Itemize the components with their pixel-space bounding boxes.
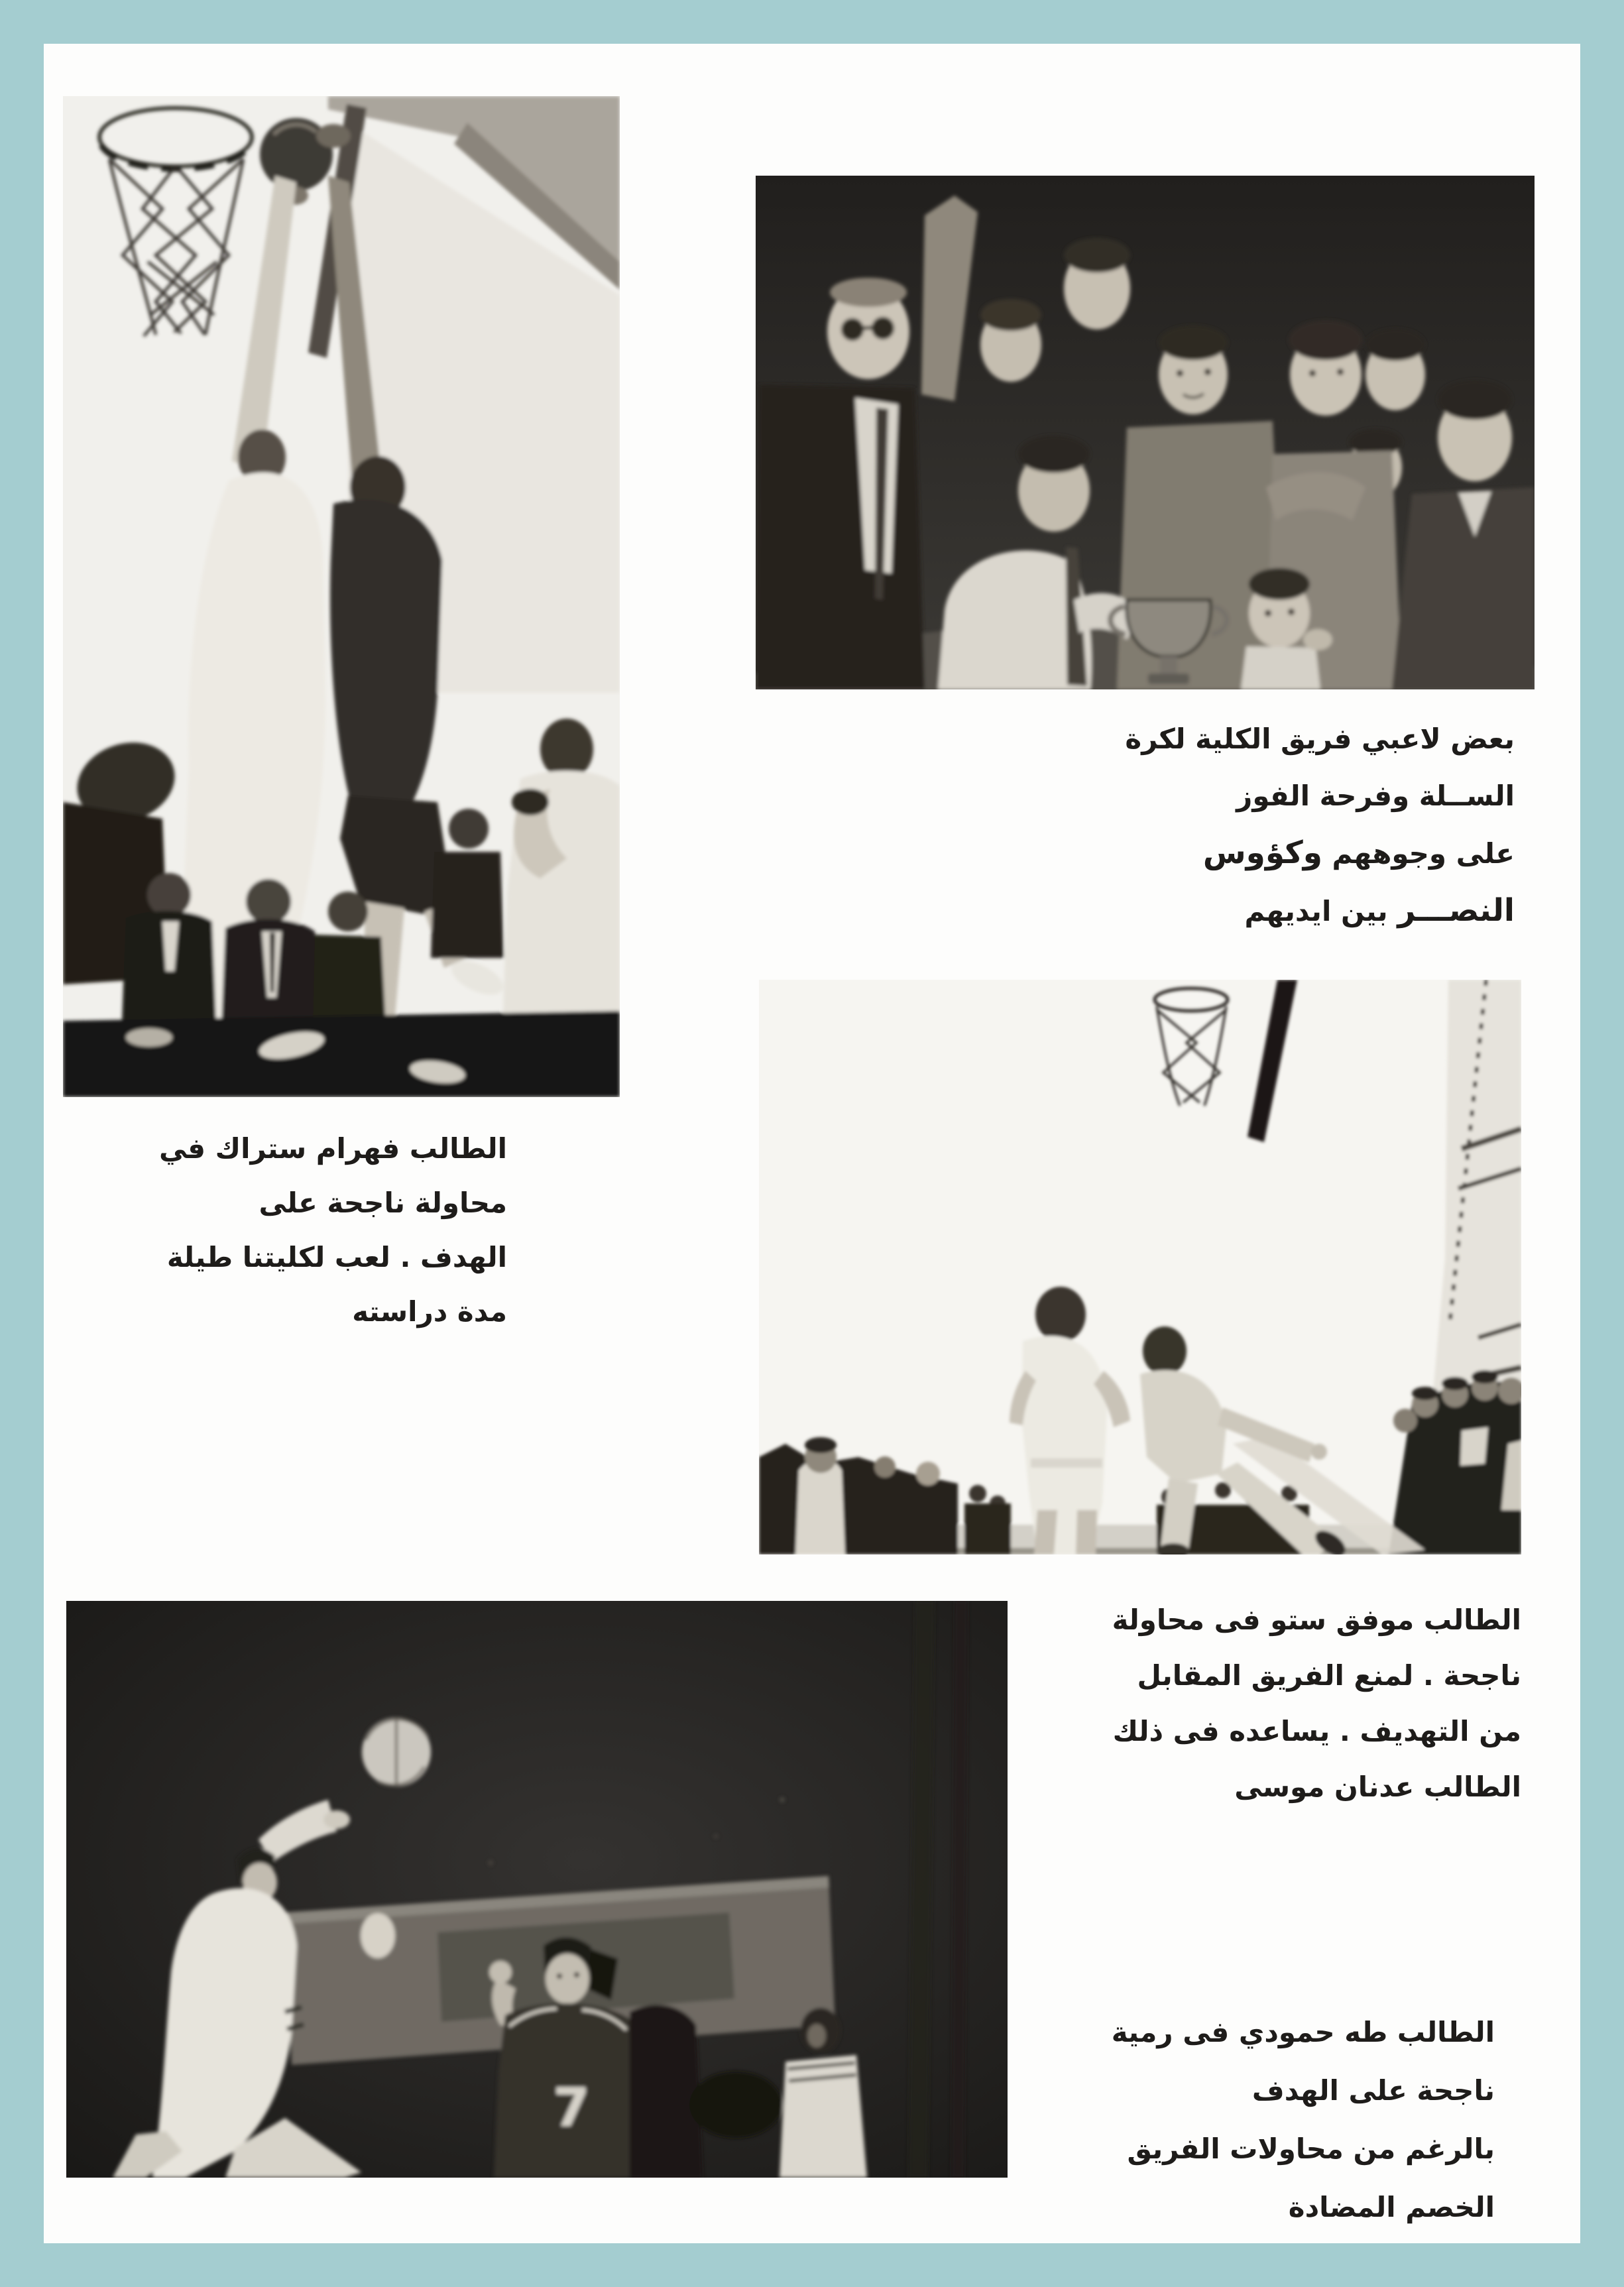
- photo-night-shot: [66, 1601, 1008, 2178]
- caption-team-line1: بعض لاعبي فريق الكلية لكرة الســلة وفرحة الفوز: [1125, 723, 1515, 812]
- rebound-photo-illustration: [63, 96, 620, 1097]
- caption-night-photo: [1064, 2003, 1495, 2237]
- caption-rebound-line2: الهدف . لعب لكليتنا طيلة مدة دراسته: [166, 1241, 507, 1328]
- caption-rebound-photo: [149, 1122, 507, 1339]
- caption-team-line2-bold: وكؤوس النصـــر: [1202, 835, 1515, 929]
- caption-rebound-line1: الطالب فهرام ستراك في محاولة ناجحة على: [159, 1132, 507, 1219]
- caption-block-line2: من التهديف . يساعده فى ذلك الطالب عدنان موسى: [1112, 1715, 1521, 1803]
- caption-block-line1: الطالب موفق ستو فى محاولة ناجحة . لمنع الفريق المقابل: [1112, 1604, 1521, 1692]
- team-photo-illustration: [756, 176, 1535, 689]
- caption-night-line2: بالرغم من محاولات الفريق الخصم المضادة: [1127, 2133, 1495, 2223]
- block-photo-illustration: [759, 980, 1521, 1554]
- caption-block-photo: [1031, 1592, 1521, 1815]
- photo-basketball-rebound: [63, 96, 620, 1097]
- night-photo-illustration: [66, 1601, 1008, 2178]
- basketball-icon: [362, 1718, 431, 1787]
- caption-night-line1: الطالب طه حمودي فى رمية ناجحة على الهدف: [1111, 2016, 1495, 2107]
- photo-blocking-play: [759, 980, 1521, 1554]
- caption-team-line2-end: بين ايديهم: [1244, 895, 1388, 927]
- photo-team-group: [756, 176, 1535, 689]
- floor-shadow-band: [63, 1011, 620, 1097]
- jersey-number: 7: [553, 2077, 590, 2139]
- caption-team-photo: [1117, 711, 1515, 940]
- sunglasses-icon: [841, 318, 864, 341]
- caption-team-line2-start: على وجوههم: [1332, 837, 1515, 870]
- caption-team-line2: [1117, 825, 1515, 940]
